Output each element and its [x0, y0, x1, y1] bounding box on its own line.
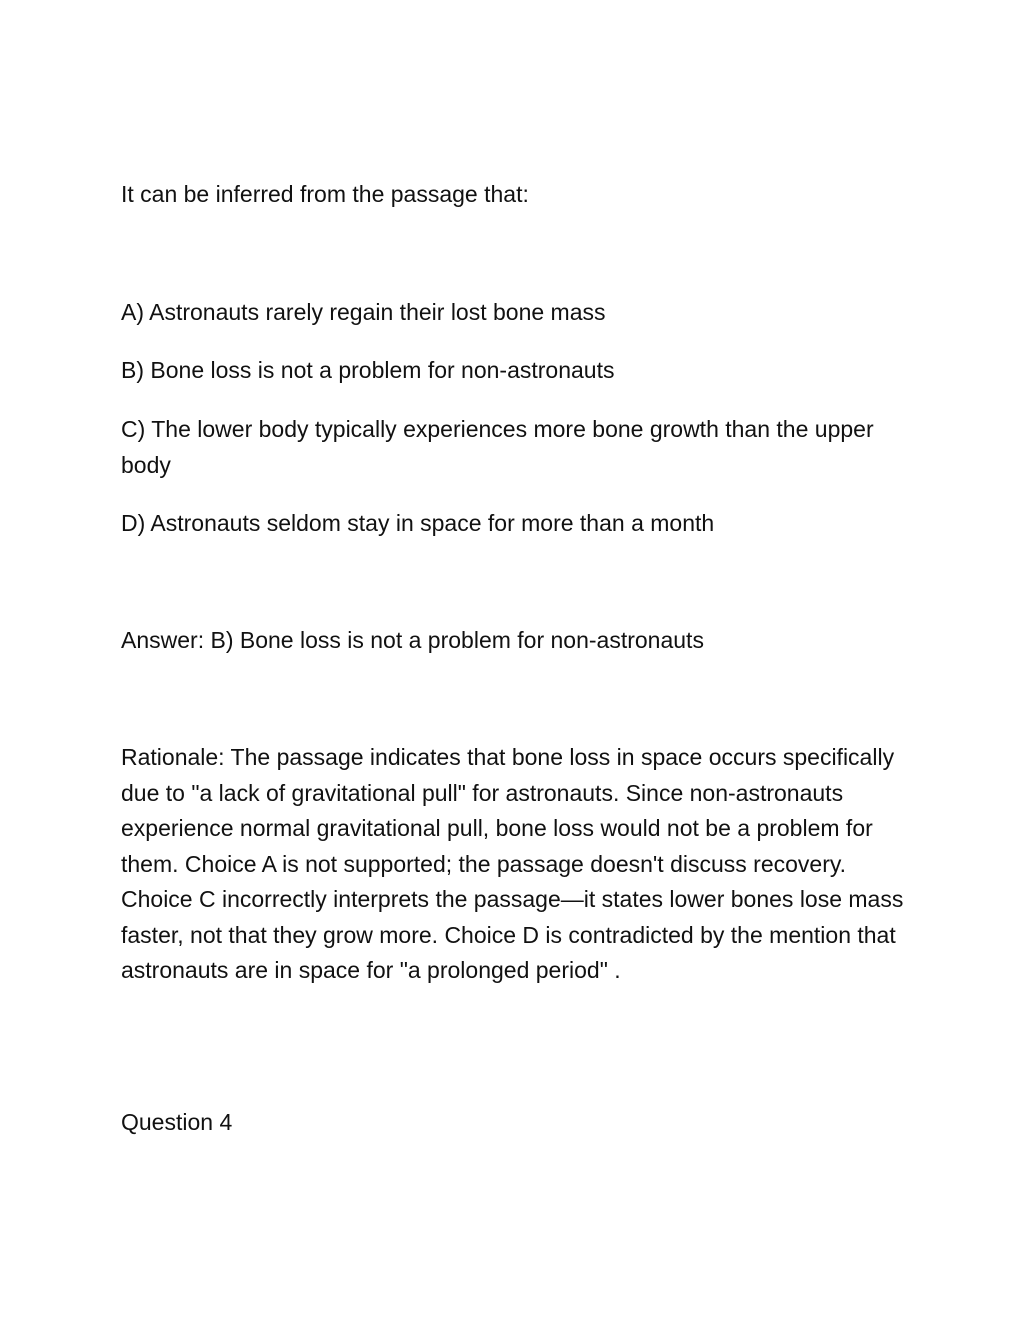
answer-option-a: A) Astronauts rarely regain their lost bone mass — [121, 299, 606, 325]
answer-option-b: B) Bone loss is not a problem for non-astronauts — [121, 357, 615, 383]
question-prompt: It can be inferred from the passage that: — [121, 181, 529, 207]
next-question-heading: Question 4 — [121, 1109, 233, 1135]
answer-option-d: D) Astronauts seldom stay in space for more than a month — [121, 510, 715, 536]
answer-line: Answer: B) Bone loss is not a problem for non-astronauts — [121, 627, 704, 653]
answer-option-c: C) The lower body typically experiences more bone growth than the upper body — [121, 416, 874, 478]
rationale-paragraph: Rationale: The passage indicates that bone loss in space occurs specifically due to "a lack of gravitational pull" for astronauts. Since non-astronauts experience normal gravitational pull, bone loss would not be a problem for them. Choice A is not supported; the passage doesn't discuss recovery. Choice C incorrectly interprets the passage—it states lower bones lose mass faster, not that they grow more. Choice D is contradicted by the mention that astronauts are in space for "a prolonged period" . — [121, 744, 904, 983]
